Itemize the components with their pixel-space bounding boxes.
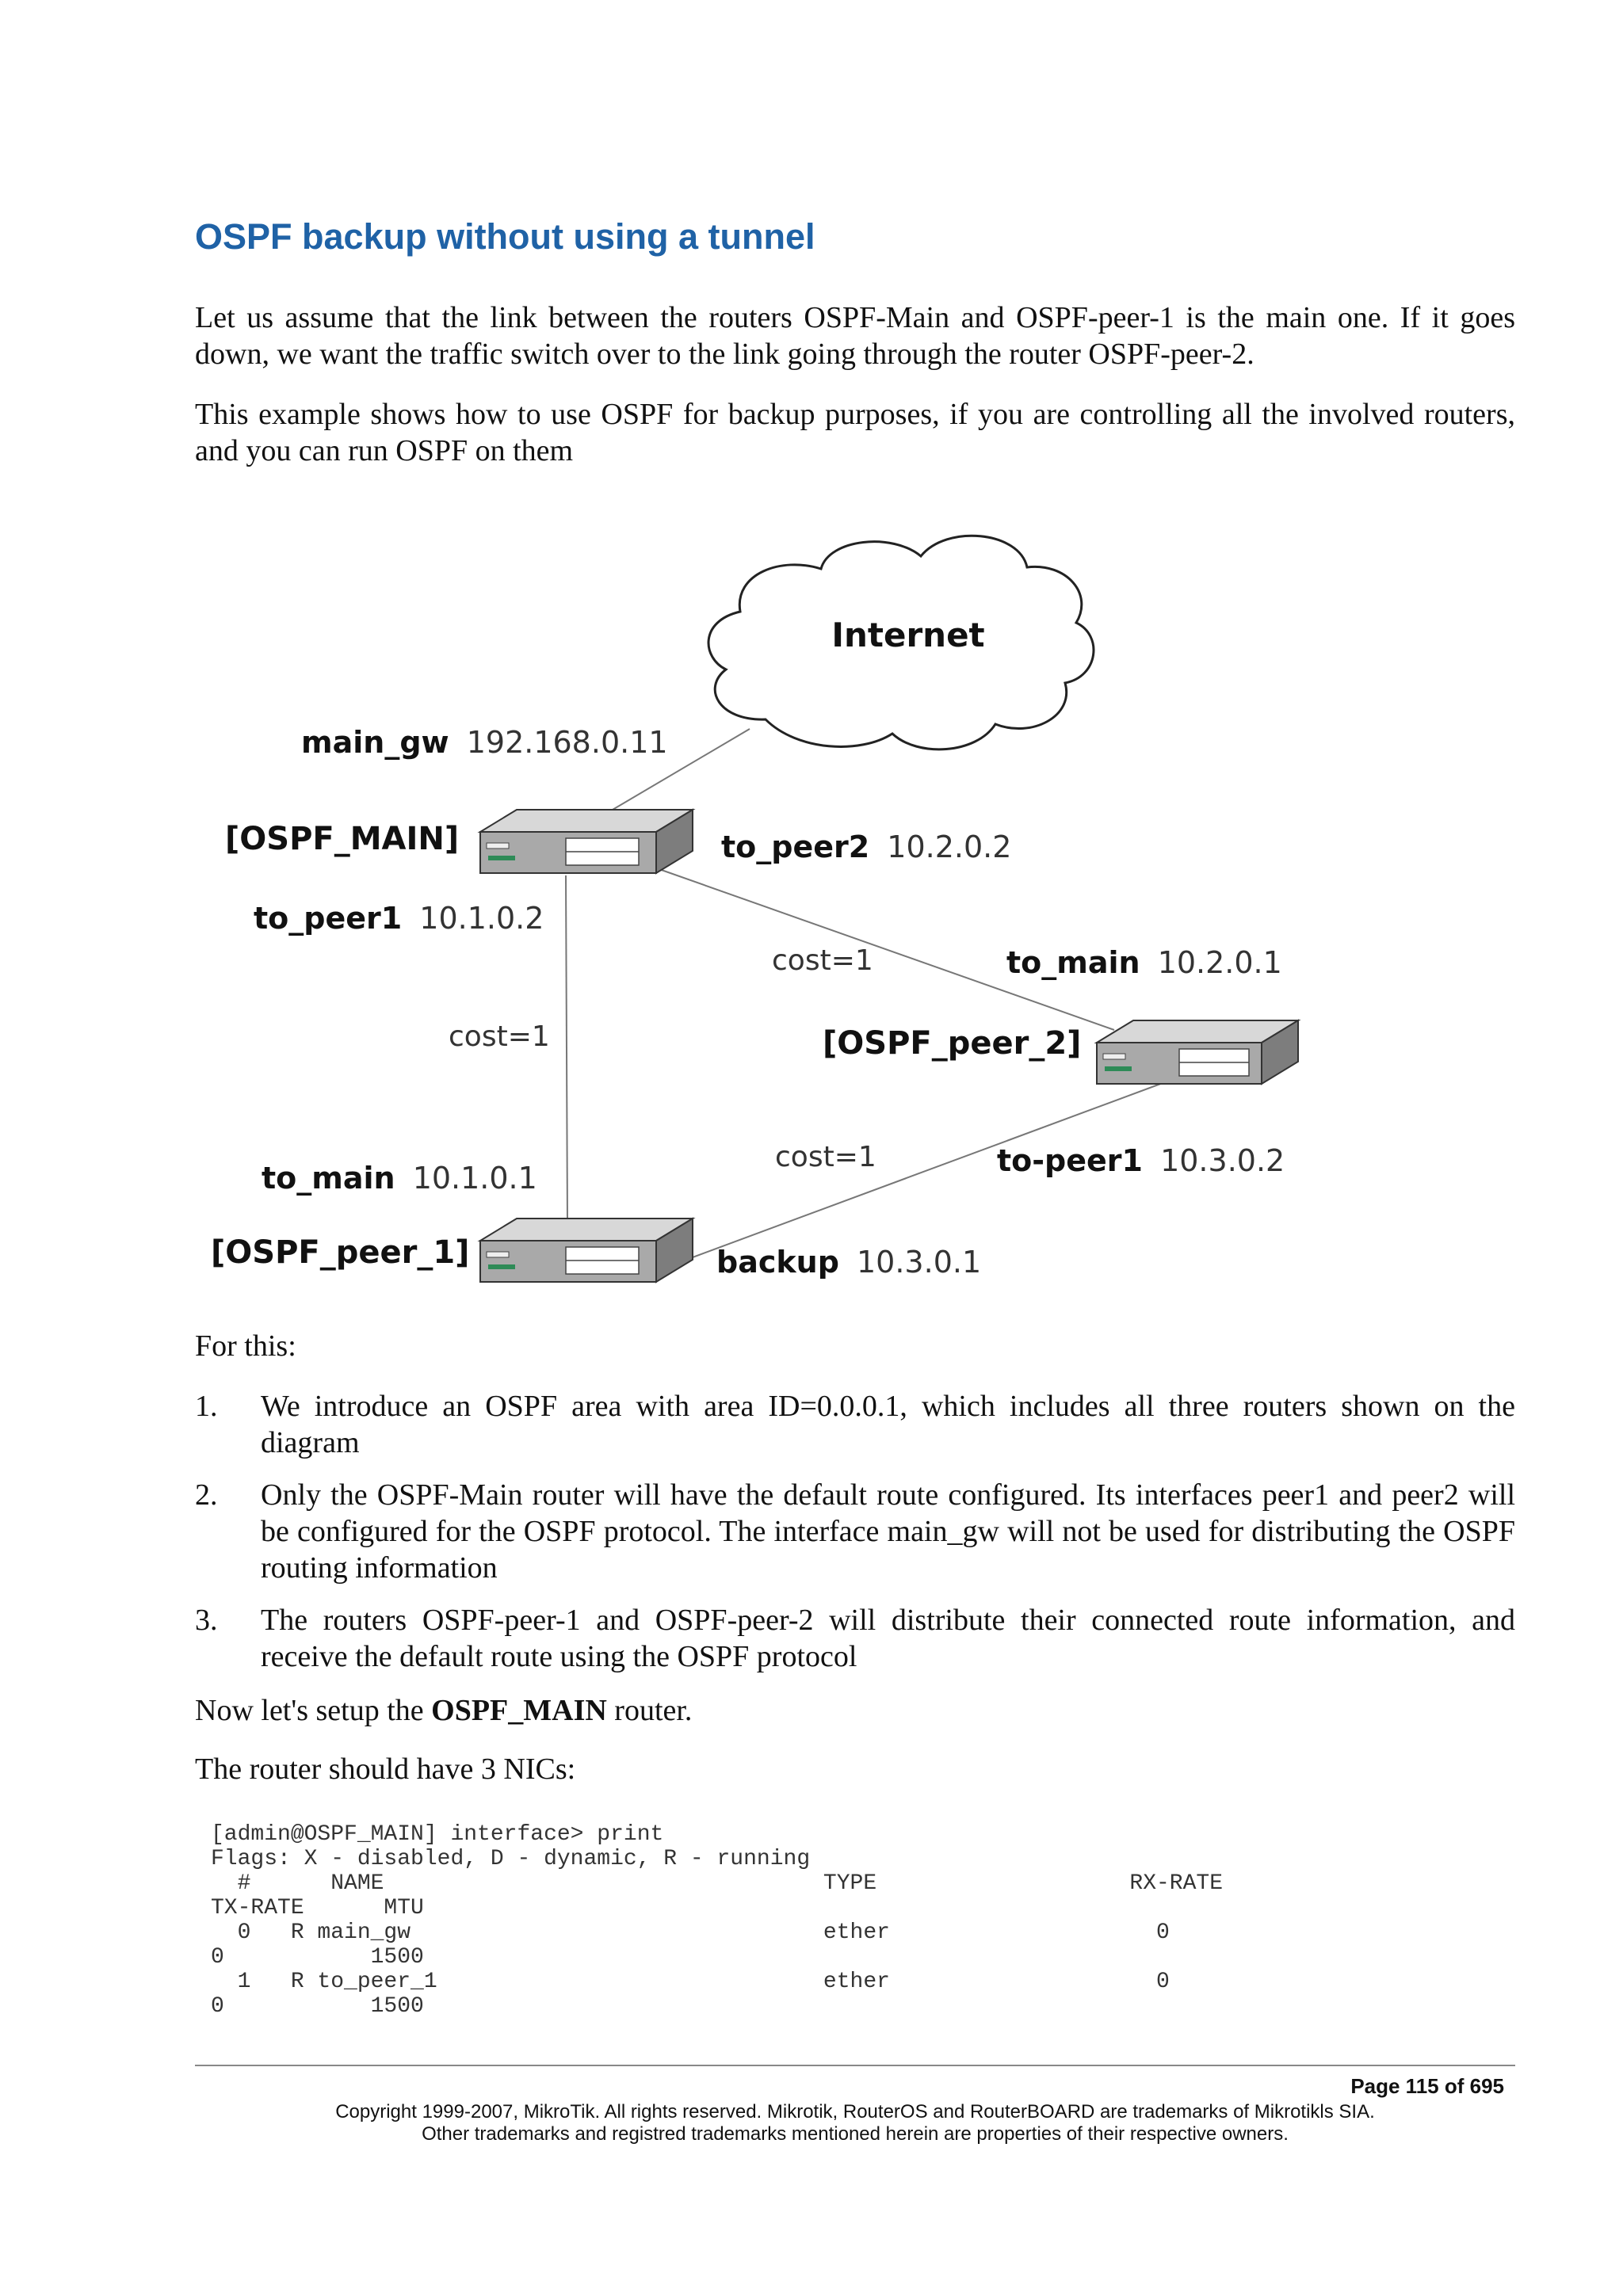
link-main-peer1	[566, 875, 567, 1224]
interface-label: main_gw 192.168.0.11	[301, 725, 668, 760]
interface-label: to_peer2 10.2.0.2	[721, 830, 1012, 864]
setup-suffix: router.	[606, 1694, 693, 1727]
router-icon	[480, 1219, 693, 1282]
interface-label: to_peer1 10.1.0.2	[254, 901, 544, 936]
cost-label: cost=1	[772, 944, 873, 977]
paragraph-for-this: For this:	[195, 1329, 296, 1363]
list-text: We introduce an OSPF area with area ID=0.0.0.1, which includes all three routers shown on the diagram	[261, 1390, 1515, 1459]
list-number: 3.	[195, 1604, 218, 1637]
copyright-line: Copyright 1999-2007, MikroTik. All rights reserved. Mikrotik, RouterOS and RouterBOARD are trademarks of Mikrotikls SIA.	[335, 2101, 1375, 2122]
network-diagram	[195, 507, 1352, 1323]
footer-divider	[195, 2065, 1515, 2066]
cost-label: cost=1	[775, 1141, 876, 1173]
router-label-peer2: [OSPF_peer_2]	[823, 1025, 1082, 1062]
list-text: The routers OSPF-peer-1 and OSPF-peer-2 will distribute their connected route information, and receive the default route using the OSPF protocol	[261, 1604, 1515, 1673]
cloud-label: Internet	[831, 616, 985, 654]
list-text: Only the OSPF-Main router will have the default route configured. Its interfaces peer1 and peer2 will be configured for the OSPF protocol. The interface main_gw will not be used for distributing the OSPF routing information	[261, 1478, 1515, 1585]
interface-label: backup 10.3.0.1	[716, 1245, 982, 1280]
section-heading: OSPF backup without using a tunnel	[195, 216, 815, 257]
code-block: [admin@OSPF_MAIN] interface> print Flags: X - disabled, D - dynamic, R - running # NAME TYPE RX-RATE TX-RATE MTU 0 R main_gw ether 0 0 1500 1 R to_peer_1 ether 0 0 1500	[211, 1822, 1224, 2019]
paragraph-setup	[195, 1692, 1515, 1729]
router-label-peer1: [OSPF_peer_1]	[211, 1234, 470, 1271]
router-label-main: [OSPF_MAIN]	[225, 821, 460, 857]
paragraph-nics: The router should have 3 NICs:	[195, 1753, 576, 1786]
paragraph-intro: Let us assume that the link between the routers OSPF-Main and OSPF-peer-1 is the main one. If it goes down, we want the traffic switch over to the link going through the router OSPF-peer-2.	[195, 301, 1515, 371]
paragraph-purpose: This example shows how to use OSPF for backup purposes, if you are controlling all the involved routers, and you can run OSPF on them	[195, 398, 1515, 467]
router-icon	[1097, 1020, 1298, 1084]
list-number: 1.	[195, 1390, 218, 1423]
setup-prefix: Now let's setup the	[195, 1694, 432, 1727]
interface-label: to_main 10.2.0.1	[1006, 945, 1282, 980]
interface-label: to_main 10.1.0.1	[262, 1161, 537, 1196]
router-icon	[480, 810, 693, 873]
copyright-line: Other trademarks and registred trademarks mentioned herein are properties of their respective owners.	[422, 2123, 1289, 2145]
router-name: OSPF_MAIN	[431, 1694, 607, 1727]
list-number: 2.	[195, 1478, 218, 1512]
page-number: Page 115 of 695	[1350, 2074, 1504, 2098]
interface-label: to-peer1 10.3.0.2	[997, 1143, 1285, 1178]
cost-label: cost=1	[449, 1020, 550, 1053]
